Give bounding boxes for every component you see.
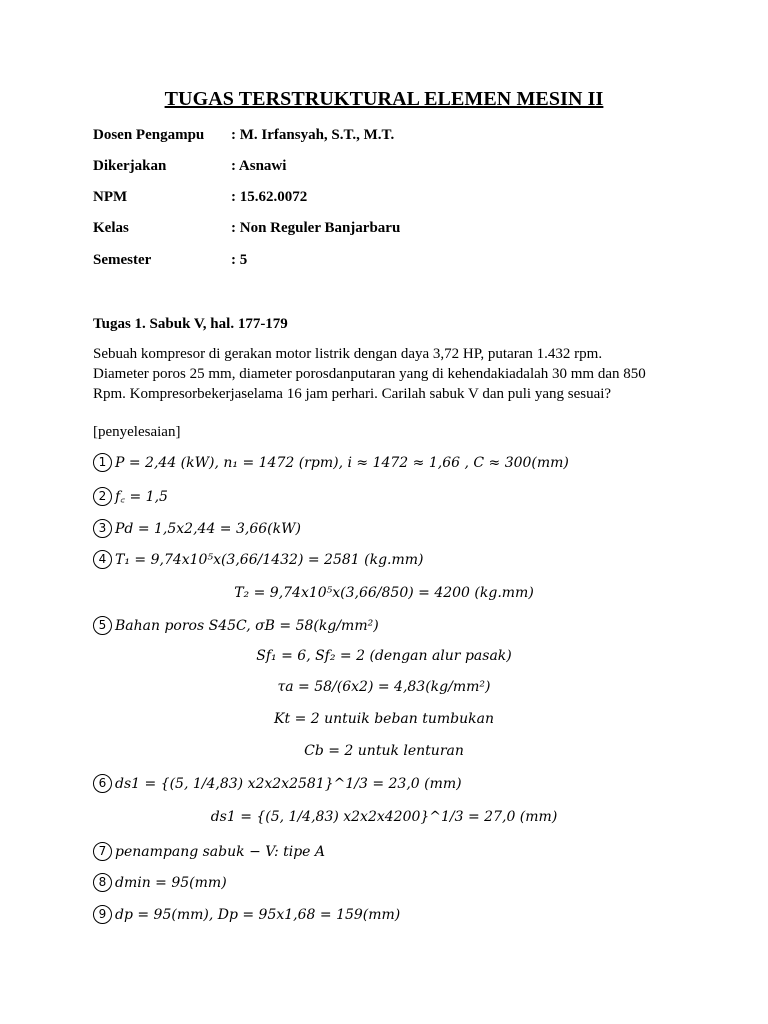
equation: Kt = 2 untuik beban tumbukan bbox=[274, 711, 494, 727]
problem-line: Diameter poros 25 mm, diameter porosdanputaran yang di kehendakiadalah 30 mm dan 850 bbox=[93, 366, 646, 382]
info-key: Dosen Pengampu bbox=[93, 127, 205, 143]
step-4b bbox=[0, 585, 768, 601]
task-heading: Tugas 1. Sabuk V, hal. 177-179 bbox=[93, 316, 288, 332]
equation: T₂ = 9,74x10⁵x(3,66/850) = 4200 (kg.mm) bbox=[234, 585, 534, 601]
info-value: : M. Irfansyah, S.T., M.T. bbox=[231, 127, 395, 143]
step-5c bbox=[0, 679, 768, 695]
equation: Bahan poros S45C, σB = 58(kg/mm²) bbox=[115, 618, 379, 634]
equation: Pd = 1,5x2,44 = 3,66(kW) bbox=[115, 521, 301, 537]
info-key: NPM bbox=[93, 189, 128, 205]
step-6b bbox=[0, 809, 768, 825]
step-7 bbox=[93, 842, 325, 861]
equation: penampang sabuk − V: tipe A bbox=[115, 844, 326, 860]
equation: Cb = 2 untuk lenturan bbox=[304, 743, 464, 759]
step-number-badge: 5 bbox=[93, 616, 112, 635]
info-key: Semester bbox=[93, 252, 152, 268]
info-value: : Asnawi bbox=[231, 158, 287, 174]
step-3 bbox=[93, 519, 301, 538]
step-number-badge: 2 bbox=[93, 487, 112, 506]
equation: ds1 = {(5, 1/4,83) x2x2x2581}^1/3 = 23,0 (mm) bbox=[115, 776, 462, 792]
step-number-badge: 7 bbox=[93, 842, 112, 861]
step-5 bbox=[93, 616, 379, 635]
info-value: : Non Reguler Banjarbaru bbox=[231, 220, 401, 236]
step-8 bbox=[93, 873, 227, 892]
step-2 bbox=[93, 487, 168, 506]
step-number-badge: 9 bbox=[93, 905, 112, 924]
equation: Sf₁ = 6, Sf₂ = 2 (dengan alur pasak) bbox=[256, 648, 512, 664]
step-number-badge: 4 bbox=[93, 550, 112, 569]
page-title: TUGAS TERSTRUKTURAL ELEMEN MESIN II bbox=[164, 88, 604, 110]
equation: f꜀ = 1,5 bbox=[115, 489, 168, 505]
equation: dp = 95(mm), Dp = 95x1,68 = 159(mm) bbox=[115, 907, 401, 923]
info-key: Dikerjakan bbox=[93, 158, 167, 174]
info-value: : 15.62.0072 bbox=[231, 189, 308, 205]
step-number-badge: 6 bbox=[93, 774, 112, 793]
problem-text bbox=[93, 344, 675, 404]
step-5d bbox=[0, 711, 768, 727]
step-5e bbox=[0, 743, 768, 759]
step-5b bbox=[0, 648, 768, 664]
equation: τa = 58/(6x2) = 4,83(kg/mm²) bbox=[277, 679, 491, 695]
problem-line: Rpm. Kompresorbekerjaselama 16 jam perhari. Carilah sabuk V dan puli yang sesuai? bbox=[93, 386, 612, 402]
equation: P = 2,44 (kW), n₁ = 1472 (rpm), i ≈ 1472 ≈ 1,66 , C ≈ 300(mm) bbox=[115, 455, 569, 471]
step-1 bbox=[93, 453, 569, 472]
step-number-badge: 1 bbox=[93, 453, 112, 472]
solution-label: [penyelesaian] bbox=[93, 424, 181, 440]
equation: dmin = 95(mm) bbox=[115, 875, 227, 891]
problem-line: Sebuah kompresor di gerakan motor listrik dengan daya 3,72 HP, putaran 1.432 rpm. bbox=[93, 346, 603, 362]
step-number-badge: 8 bbox=[93, 873, 112, 892]
step-4 bbox=[93, 550, 424, 569]
equation: T₁ = 9,74x10⁵x(3,66/1432) = 2581 (kg.mm) bbox=[115, 552, 424, 568]
step-6 bbox=[93, 774, 462, 793]
step-number-badge: 3 bbox=[93, 519, 112, 538]
equation: ds1 = {(5, 1/4,83) x2x2x4200}^1/3 = 27,0 (mm) bbox=[210, 809, 558, 825]
step-9 bbox=[93, 905, 400, 924]
info-key: Kelas bbox=[93, 220, 129, 236]
info-value: : 5 bbox=[231, 252, 248, 268]
